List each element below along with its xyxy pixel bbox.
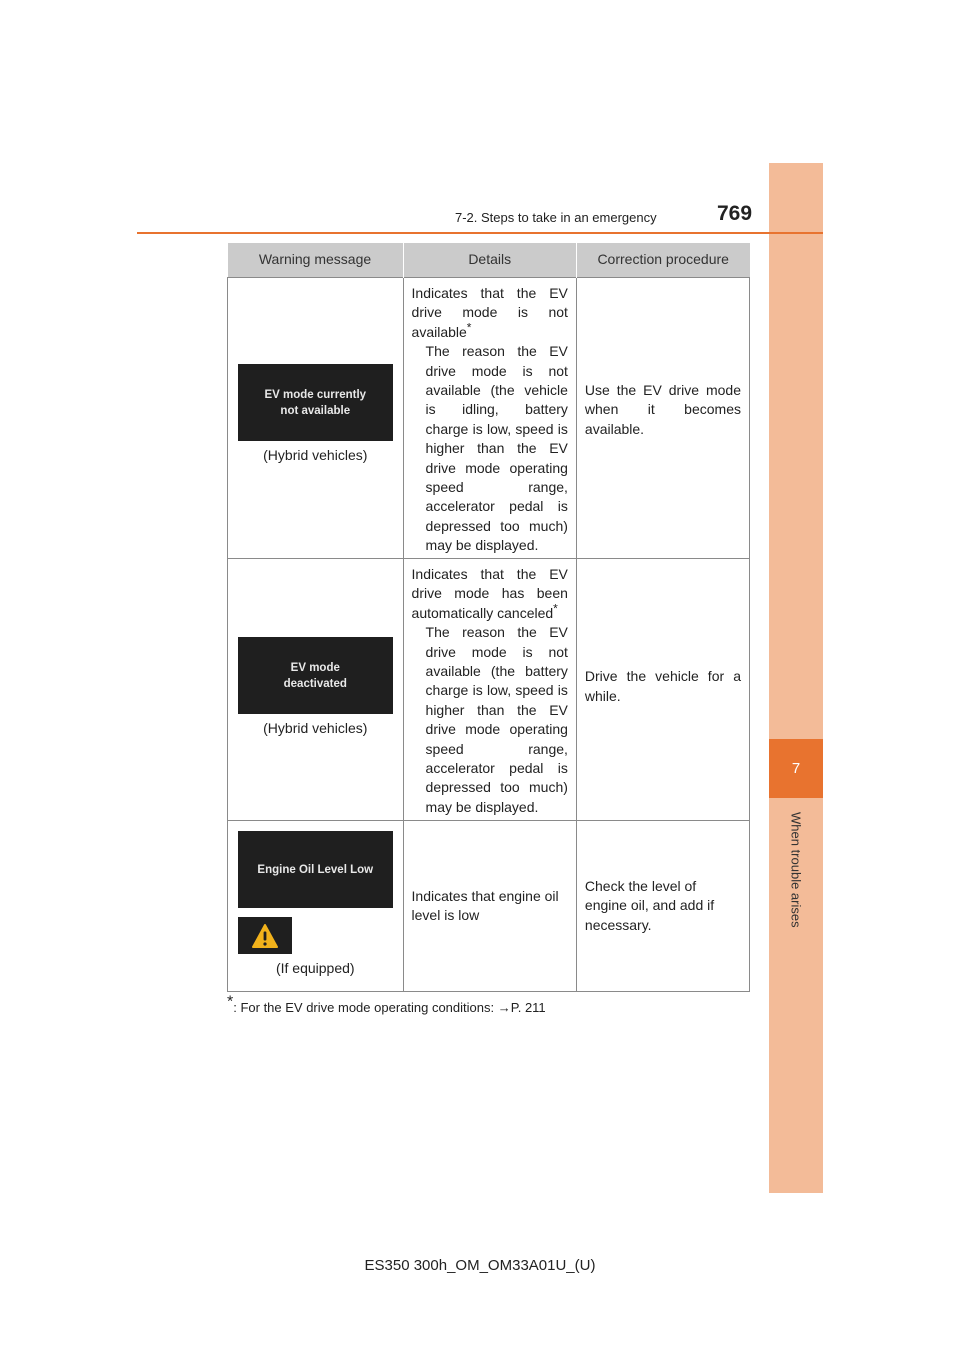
procedure-text: Use the EV drive mode when it becomes available. — [584, 381, 741, 437]
display-screen — [238, 831, 393, 908]
chapter-label — [769, 800, 823, 940]
warning-table — [227, 243, 750, 992]
side-band — [769, 163, 823, 1193]
chapter-title: When trouble arises — [788, 812, 804, 928]
details-main: Indicates that engine oil level is low — [411, 887, 559, 923]
header-rule — [137, 232, 823, 234]
footnote — [227, 993, 546, 1015]
vehicle-caption: (Hybrid vehicles) — [263, 720, 368, 736]
procedure-cell — [576, 278, 749, 559]
chapter-tab[interactable] — [769, 739, 823, 798]
details-main: Indicates that the EV drive mode is not available — [411, 285, 568, 340]
footnote-text: : For the EV drive mode operating conditions: — [233, 1000, 498, 1015]
details-cell — [403, 821, 576, 992]
details-cell — [403, 559, 576, 821]
chapter-number: 7 — [791, 760, 801, 777]
table-row — [228, 821, 750, 992]
header-warning-message: Warning message — [228, 243, 404, 278]
details-sub: The reason the EV drive mode is not available (the vehicle is idling, battery charge is low, speed is higher than the EV drive mode operating speed range, accelerator pedal is depressed too much) may be displayed. — [425, 343, 568, 554]
details-sub: The reason the EV drive mode is not available (the battery charge is low, speed is higher than the EV drive mode operating speed range, accelerator pedal is depressed too much) may be displayed. — [425, 624, 568, 815]
warning-triangle-icon — [251, 923, 279, 949]
warning-message-cell — [228, 278, 404, 559]
table-row — [228, 278, 750, 559]
warning-light — [238, 917, 292, 954]
details-main: Indicates that the EV drive mode has been automatically canceled — [411, 566, 568, 621]
arrow-icon: → — [497, 1000, 511, 1015]
vehicle-caption: (Hybrid vehicles) — [263, 447, 368, 463]
procedure-text: Check the level of engine oil, and add if necessary. — [584, 877, 715, 933]
table-header-row — [228, 243, 750, 278]
warning-message-cell — [228, 559, 404, 821]
footnote-mark: * — [466, 320, 472, 335]
procedure-cell — [576, 821, 749, 992]
header-details: Details — [403, 243, 576, 278]
procedure-cell — [576, 559, 749, 821]
screen-text-line: EV mode currently — [264, 388, 367, 401]
page-reference-link[interactable]: P. 211 — [510, 1000, 546, 1015]
equipment-caption: (If equipped) — [275, 960, 355, 976]
display-screen — [238, 364, 393, 441]
header-correction-procedure: Correction procedure — [576, 243, 749, 278]
page-number: 769 — [717, 202, 753, 225]
screen-text-line: deactivated — [283, 677, 347, 690]
footnote-mark: * — [227, 993, 234, 1011]
procedure-text: Drive the vehicle for a while. — [584, 668, 741, 704]
footnote-mark: * — [553, 601, 558, 616]
section-title: 7-2. Steps to take in an emergency — [455, 210, 657, 225]
table-row — [228, 559, 750, 821]
details-cell — [403, 278, 576, 559]
display-screen — [238, 637, 393, 714]
document-code: ES350 300h_OM_OM33A01U_(U) — [364, 1257, 596, 1274]
screen-text-line: not available — [280, 404, 351, 417]
warning-message-cell — [228, 821, 404, 992]
screen-text-line: EV mode — [290, 661, 340, 674]
screen-text-line: Engine Oil Level Low — [257, 863, 374, 876]
